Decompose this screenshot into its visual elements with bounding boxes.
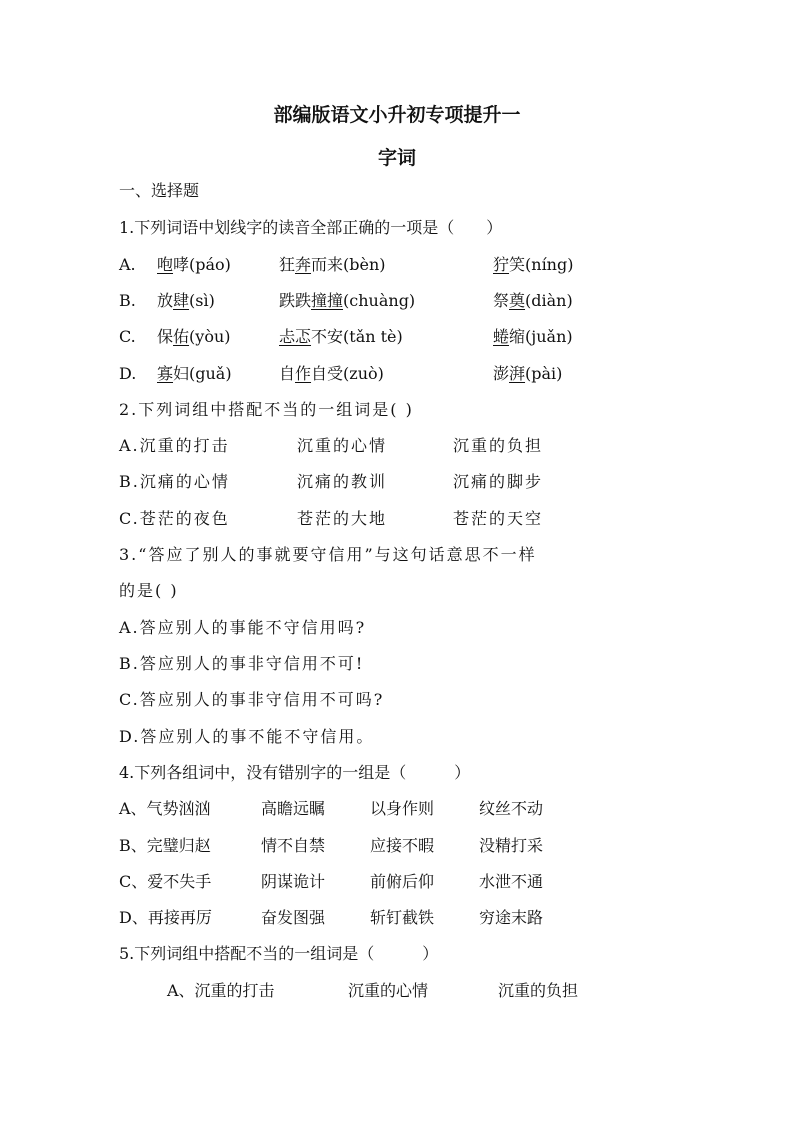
option-cell: 情不自禁 [261, 836, 326, 855]
option-cell: A.沉重的打击 [119, 436, 230, 455]
option-word [157, 291, 215, 311]
option-label: A. [119, 255, 136, 274]
word-text: 自 [279, 364, 296, 383]
option-cell: 沉重的负担 [498, 981, 579, 1000]
word-pinyin: 妇(guǎ) [173, 364, 232, 383]
word-pinyin: 哮(páo) [173, 255, 231, 274]
document-subtitle: 字词 [377, 147, 416, 169]
option-cell: 水泄不通 [479, 872, 544, 891]
word-text: 祭 [493, 291, 510, 310]
option-cell: 纹丝不动 [479, 799, 544, 818]
option-cell: 穷途末路 [479, 908, 544, 927]
option-cell: 沉重的负担 [453, 436, 544, 455]
option-cell: 斩钉截铁 [370, 908, 435, 927]
word-pinyin: 而来(bèn) [311, 255, 386, 274]
word-pinyin: 不安(tǎn tè) [311, 327, 403, 346]
underlined-character: 奔 [295, 255, 312, 274]
word-pinyin: (chuàng) [343, 291, 416, 310]
underlined-character: 忐忑 [279, 327, 312, 346]
option-cell: C.苍茫的夜色 [119, 509, 230, 528]
word-pinyin: 缩(juǎn) [509, 327, 573, 346]
option-word [279, 255, 386, 275]
question-3-option-c: C.答应别人的事非守信用不可吗? [119, 690, 385, 709]
option-cell: B.沉痛的心情 [119, 472, 230, 491]
option-word [493, 327, 573, 347]
option-word [157, 327, 231, 347]
option-cell: 沉痛的教训 [297, 472, 388, 491]
option-label: D. [119, 364, 137, 383]
option-word [279, 364, 384, 384]
option-cell: A、气势汹汹 [119, 799, 211, 818]
option-cell: B、完璧归赵 [119, 836, 211, 855]
option-cell: 前俯后仰 [370, 872, 435, 891]
word-text: 澎 [493, 364, 510, 383]
option-label: C. [119, 327, 136, 346]
option-cell: 苍茫的天空 [453, 509, 544, 528]
underlined-character: 撞撞 [311, 291, 344, 310]
word-text: 跌跌 [279, 291, 312, 310]
word-text: 放 [157, 291, 174, 310]
underlined-character: 佑 [173, 327, 190, 346]
word-text: 保 [157, 327, 174, 346]
question-4-stem: 4.下列各组词中，没有错别字的一组是（ ） [119, 763, 471, 782]
option-word [493, 291, 573, 311]
option-word [157, 364, 232, 384]
option-cell: C、爱不失手 [119, 872, 212, 891]
option-cell: 没精打采 [479, 836, 544, 855]
option-cell: 沉重的心情 [348, 981, 429, 1000]
underlined-character: 肆 [173, 291, 190, 310]
question-3-option-b: B.答应别人的事非守信用不可! [119, 654, 365, 673]
underlined-character: 寡 [157, 364, 174, 383]
option-cell: 沉重的心情 [297, 436, 388, 455]
option-cell: 苍茫的大地 [297, 509, 388, 528]
word-pinyin: 自受(zuò) [311, 364, 384, 383]
option-cell: 沉痛的脚步 [453, 472, 544, 491]
option-cell: D、再接再厉 [119, 908, 212, 927]
option-cell: 奋发图强 [261, 908, 326, 927]
word-pinyin: (pài) [525, 364, 563, 383]
option-word [279, 291, 415, 311]
word-pinyin: (sì) [189, 291, 215, 310]
option-cell: 阴谋诡计 [261, 872, 326, 891]
question-2-stem: 2.下列词组中搭配不当的一组词是( ) [119, 400, 414, 419]
underlined-character: 作 [295, 364, 312, 383]
option-word [493, 255, 573, 275]
question-1-stem: 1.下列词语中划线字的读音全部正确的一项是（ ） [119, 218, 503, 237]
option-label: B. [119, 291, 136, 310]
word-pinyin: (yòu) [189, 327, 231, 346]
question-3-stem-line-2: 的是( ) [119, 581, 179, 600]
word-pinyin: 笑(níng) [509, 255, 574, 274]
document-title: 部编版语文小升初专项提升一 [273, 104, 521, 126]
section-heading: 一、选择题 [119, 181, 200, 200]
question-3-option-a: A.答应别人的事能不守信用吗? [119, 618, 367, 637]
option-word [279, 327, 403, 347]
option-word [157, 255, 231, 275]
underlined-character: 狞 [493, 255, 510, 274]
question-5-stem: 5.下列词组中搭配不当的一组词是（ ） [119, 944, 439, 963]
option-cell: 以身作则 [370, 799, 435, 818]
underlined-character: 奠 [509, 291, 526, 310]
option-cell: A、沉重的打击 [167, 981, 275, 1000]
question-3-option-d: D.答应别人的事不能不守信用。 [119, 727, 375, 746]
question-3-stem-line-1: 3.“答应了别人的事就要守信用”与这句话意思不一样 [119, 545, 537, 564]
underlined-character: 湃 [509, 364, 526, 383]
word-pinyin: (diàn) [525, 291, 573, 310]
option-cell: 应接不暇 [370, 836, 435, 855]
option-word [493, 364, 562, 384]
option-cell: 高瞻远瞩 [261, 799, 326, 818]
word-text: 狂 [279, 255, 296, 274]
underlined-character: 蜷 [493, 327, 510, 346]
underlined-character: 咆 [157, 255, 174, 274]
